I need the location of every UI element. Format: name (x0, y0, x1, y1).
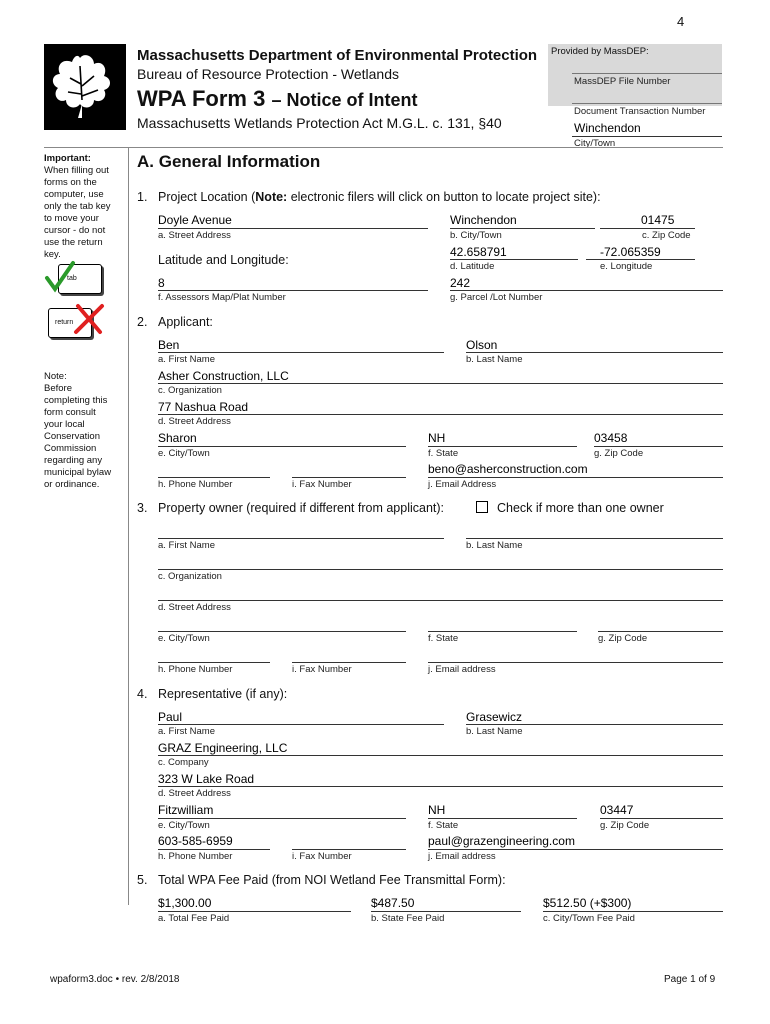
rep-street-value[interactable]: 323 W Lake Road (158, 772, 255, 786)
q5-number: 5. (137, 873, 148, 887)
applicant-zip-label: g. Zip Code (594, 448, 644, 459)
latlong-label: Latitude and Longitude: (158, 253, 289, 267)
form-title (137, 86, 417, 112)
parcel-line (450, 290, 723, 291)
owner-last-line[interactable] (466, 538, 723, 539)
note-line: regarding any (44, 455, 103, 466)
tab-key-label: tab (67, 275, 77, 282)
note-line: completing this (44, 395, 108, 406)
q1-zip-value[interactable]: 01475 (641, 213, 675, 227)
rep-email-line (428, 849, 723, 850)
q4-text: Representative (if any): (158, 687, 288, 701)
form-title-sub: – Notice of Intent (271, 90, 418, 110)
owner-city-label: e. City/Town (158, 633, 210, 644)
rep-email-value[interactable]: paul@grazengineering.com (428, 834, 575, 848)
state-fee-line (371, 911, 521, 912)
sidebar-divider (128, 147, 129, 905)
applicant-street-label: d. Street Address (158, 416, 231, 427)
q1-city-value[interactable]: Winchendon (450, 213, 517, 227)
applicant-org-label: c. Organization (158, 385, 222, 396)
form-title-main: WPA Form 3 (137, 86, 266, 111)
applicant-state-value[interactable]: NH (428, 431, 446, 445)
red-x-icon (72, 302, 106, 336)
footer-revision: wpaform3.doc • rev. 2/8/2018 (50, 974, 180, 985)
q1-text-bold: Note: (255, 190, 288, 204)
owner-state-label: f. State (428, 633, 459, 644)
bylaw-note (44, 371, 124, 491)
file-number-label: MassDEP File Number (574, 76, 671, 87)
important-line: only the tab key (44, 201, 111, 212)
latitude-line (450, 259, 578, 260)
owner-street-label: d. Street Address (158, 602, 231, 613)
rep-street-label: d. Street Address (158, 788, 231, 799)
city-fee-line (543, 911, 723, 912)
applicant-org-line (158, 383, 723, 384)
rep-company-line (158, 755, 723, 756)
applicant-first-value[interactable]: Ben (158, 338, 180, 352)
important-line: to move your (44, 213, 99, 224)
rep-zip-label: g. Zip Code (600, 820, 650, 831)
q2-number: 2. (137, 315, 148, 329)
important-line: key. (44, 249, 61, 260)
bureau-name: Bureau of Resource Protection - Wetlands (137, 66, 399, 82)
file-number-line[interactable] (572, 73, 722, 74)
section-a-title: A. General Information (137, 152, 321, 171)
provided-title: Provided by MassDEP: (551, 46, 649, 57)
oak-leaf-icon (44, 44, 126, 130)
rep-first-line (158, 724, 444, 725)
rep-phone-line (158, 849, 270, 850)
owner-fax-label: i. Fax Number (292, 664, 352, 675)
applicant-zip-line (594, 446, 723, 447)
note-line: Conservation (44, 431, 100, 442)
q1-street-line (158, 228, 428, 229)
owner-fax-line[interactable] (292, 662, 406, 663)
map-line (158, 290, 428, 291)
note-line: Commission (44, 443, 97, 454)
city-fee-label: c. City/Town Fee Paid (543, 913, 635, 924)
map-value[interactable]: 8 (158, 276, 165, 290)
owner-zip-label: g. Zip Code (598, 633, 648, 644)
q1-text-pre: Project Location ( (158, 190, 256, 204)
applicant-phone-line (158, 477, 270, 478)
owner-street-line[interactable] (158, 600, 723, 601)
q1-city-line (450, 228, 595, 229)
longitude-label: e. Longitude (600, 261, 653, 272)
act-reference: Massachusetts Wetlands Protection Act M.G.L. c. 131, §40 (137, 115, 502, 131)
provided-city-label: City/Town (574, 138, 616, 149)
rep-fax-line (292, 849, 406, 850)
owner-org-line[interactable] (158, 569, 723, 570)
owner-zip-line[interactable] (598, 631, 723, 632)
state-fee-label: b. State Fee Paid (371, 913, 445, 924)
checkmark-icon (44, 260, 76, 294)
applicant-city-line (158, 446, 406, 447)
owner-state-line[interactable] (428, 631, 577, 632)
owner-phone-line[interactable] (158, 662, 270, 663)
rep-company-value[interactable]: GRAZ Engineering, LLC (158, 741, 288, 755)
note-line: form consult (44, 407, 96, 418)
rep-zip-line (600, 818, 723, 819)
rep-state-value[interactable]: NH (428, 803, 446, 817)
important-line: use the return (44, 237, 103, 248)
latitude-label: d. Latitude (450, 261, 495, 272)
header-divider (44, 147, 723, 148)
rep-company-label: c. Company (158, 757, 209, 768)
q1-city-label: b. City/Town (450, 230, 502, 241)
agency-name: Massachusetts Department of Environmental Protection (137, 47, 538, 64)
rep-city-value[interactable]: Fitzwilliam (158, 803, 214, 817)
q5-text: Total WPA Fee Paid (from NOI Wetland Fee Transmittal Form): (158, 873, 506, 887)
applicant-street-line (158, 414, 723, 415)
more-than-one-owner-checkbox[interactable] (476, 501, 488, 513)
owner-city-line[interactable] (158, 631, 406, 632)
provided-city-line (572, 136, 722, 137)
applicant-fax-label: i. Fax Number (292, 479, 352, 490)
q3-text: Property owner (required if different from applicant): (158, 501, 445, 515)
note-line: your local (44, 419, 85, 430)
important-title: Important: (44, 153, 91, 164)
applicant-email-label: j. Email Address (428, 479, 497, 490)
owner-email-line[interactable] (428, 662, 723, 663)
applicant-first-line (158, 352, 444, 353)
applicant-last-line (466, 352, 723, 353)
note-line: Before (44, 383, 72, 394)
more-than-one-owner-label: Check if more than one owner (497, 501, 664, 515)
footer-page: Page 1 of 9 (664, 974, 716, 985)
total-fee-line (158, 911, 351, 912)
applicant-street-value[interactable]: 77 Nashua Road (158, 400, 249, 414)
applicant-zip-value[interactable]: 03458 (594, 431, 628, 445)
page-number: 4 (677, 14, 685, 29)
rep-phone-label: h. Phone Number (158, 851, 233, 862)
owner-email-label: j. Email address (428, 664, 496, 675)
important-line: cursor - do not (44, 225, 106, 236)
total-fee-value[interactable]: $1,300.00 (158, 896, 212, 910)
rep-first-label: a. First Name (158, 726, 216, 737)
parcel-value[interactable]: 242 (450, 276, 471, 290)
note-line: Note: (44, 371, 67, 382)
massdep-logo (44, 44, 126, 130)
applicant-state-label: f. State (428, 448, 459, 459)
rep-last-value[interactable]: Grasewicz (466, 710, 523, 724)
rep-city-label: e. City/Town (158, 820, 210, 831)
rep-last-line (466, 724, 723, 725)
important-line: When filling out (44, 165, 109, 176)
rep-street-line (158, 786, 723, 787)
rep-state-label: f. State (428, 820, 459, 831)
return-key-label: return (55, 319, 74, 326)
transaction-number-label: Document Transaction Number (574, 106, 706, 117)
applicant-phone-label: h. Phone Number (158, 479, 233, 490)
important-line: forms on the (44, 177, 97, 188)
rep-state-line (428, 818, 577, 819)
important-note (44, 153, 124, 261)
longitude-line (586, 259, 695, 260)
owner-first-line[interactable] (158, 538, 444, 539)
rep-first-value[interactable]: Paul (158, 710, 183, 724)
rep-fax-label: i. Fax Number (292, 851, 352, 862)
q1-number: 1. (137, 190, 148, 204)
rep-last-label: b. Last Name (466, 726, 523, 737)
owner-last-label: b. Last Name (466, 540, 523, 551)
q3-number: 3. (137, 501, 148, 515)
applicant-last-label: b. Last Name (466, 354, 523, 365)
q2-text: Applicant: (158, 315, 213, 329)
applicant-email-line (428, 477, 723, 478)
owner-first-label: a. First Name (158, 540, 216, 551)
latitude-value[interactable]: 42.658791 (450, 245, 507, 259)
longitude-value[interactable]: -72.065359 (600, 245, 661, 259)
applicant-org-value[interactable]: Asher Construction, LLC (158, 369, 289, 383)
note-line: municipal bylaw (44, 467, 112, 478)
provided-city-value[interactable]: Winchendon (574, 121, 641, 135)
q1-street-label: a. Street Address (158, 230, 231, 241)
q1-text-post: electronic filers will click on button to locate project site): (287, 190, 601, 204)
state-fee-value[interactable]: $487.50 (371, 896, 415, 910)
applicant-first-label: a. First Name (158, 354, 216, 365)
applicant-email-value[interactable]: beno@asherconstruction.com (428, 462, 588, 476)
q4-number: 4. (137, 687, 148, 701)
q1-street-value[interactable]: Doyle Avenue (158, 213, 232, 227)
rep-city-line (158, 818, 406, 819)
total-fee-label: a. Total Fee Paid (158, 913, 230, 924)
rep-email-label: j. Email address (428, 851, 496, 862)
note-line: or ordinance. (44, 479, 100, 490)
important-line: computer, use (44, 189, 104, 200)
transaction-number-line[interactable] (572, 103, 722, 104)
q1-text (158, 190, 601, 204)
owner-org-label: c. Organization (158, 571, 222, 582)
parcel-label: g. Parcel /Lot Number (450, 292, 543, 303)
rep-zip-value[interactable]: 03447 (600, 803, 634, 817)
applicant-state-line (428, 446, 577, 447)
city-fee-value[interactable]: $512.50 (+$300) (543, 896, 632, 910)
map-label: f. Assessors Map/Plat Number (158, 292, 286, 303)
q1-zip-line (600, 228, 695, 229)
owner-phone-label: h. Phone Number (158, 664, 233, 675)
applicant-last-value[interactable]: Olson (466, 338, 498, 352)
applicant-fax-line (292, 477, 406, 478)
q1-zip-label: c. Zip Code (642, 230, 691, 241)
applicant-city-value[interactable]: Sharon (158, 431, 197, 445)
applicant-city-label: e. City/Town (158, 448, 210, 459)
rep-phone-value[interactable]: 603-585-6959 (158, 834, 233, 848)
